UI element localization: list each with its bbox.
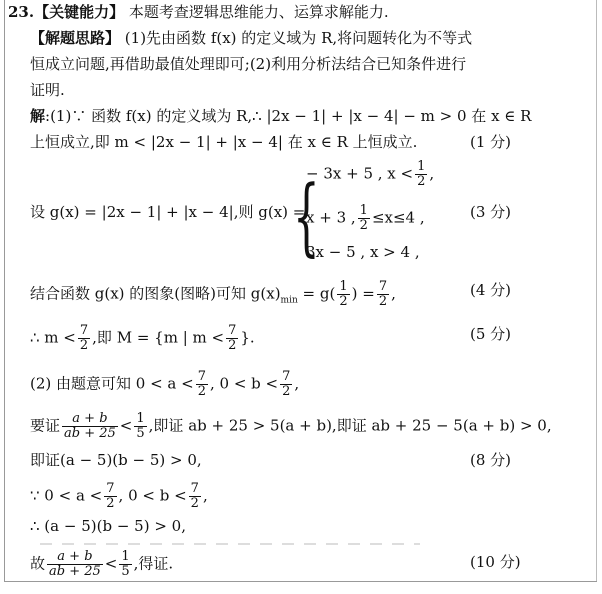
final-num: a + b xyxy=(47,550,103,565)
case-2-den: 2 xyxy=(359,218,368,233)
combine-eq: = g( xyxy=(302,284,336,303)
since-num: 7 xyxy=(106,481,115,496)
part2-num-2: 7 xyxy=(282,369,291,384)
m-num-2: 7 xyxy=(228,323,237,338)
case-2-tail: ≤x≤4 , xyxy=(371,208,425,227)
prove-line xyxy=(30,412,552,441)
case-3: 3x − 5 , x > 4 , xyxy=(306,243,420,261)
final-tail: ,得证. xyxy=(133,554,174,573)
frame-right-border xyxy=(596,0,597,582)
therefore-line: ∴ (a − 5)(b − 5) > 0, xyxy=(30,517,186,535)
since-num-2: 7 xyxy=(190,481,199,496)
approach-tag: 【解题思路】 xyxy=(30,29,121,47)
combine-text: 结合函数 g(x) 的图象(图略)可知 g(x) xyxy=(30,284,281,303)
case-2-fraction xyxy=(358,204,370,233)
case-2-expr: x + 3 , xyxy=(306,208,356,227)
combine-fraction-1 xyxy=(337,280,349,309)
m-set: ,即 M = {m | m < xyxy=(92,328,225,347)
m-text: ∴ m < xyxy=(30,328,76,347)
score-5: (5 分) xyxy=(470,325,512,343)
solution-label: 解 xyxy=(30,107,46,125)
prove-den: ab + 25 xyxy=(64,426,116,441)
part2-fraction-1 xyxy=(196,370,208,399)
m-fraction-1 xyxy=(78,324,90,353)
prove-fraction-2 xyxy=(134,412,146,441)
part2-fraction-2 xyxy=(280,370,292,399)
prove-num: a + b xyxy=(62,412,118,427)
m-line xyxy=(30,324,255,353)
combine-line xyxy=(30,280,396,311)
approach-line-3: 证明. xyxy=(30,81,65,99)
final-den-2: 5 xyxy=(121,564,130,579)
final-num-2: 1 xyxy=(121,549,130,564)
approach-line-1 xyxy=(30,28,472,48)
piecewise-brace: { xyxy=(293,167,320,265)
part2-tail: , xyxy=(294,374,300,393)
prove-text: 要证 xyxy=(30,416,61,435)
part2-den: 2 xyxy=(197,384,206,399)
solution-line-2: 上恒成立,即 m < |2x − 1| + |x − 4| 在 x ∈ R 上恒成立. xyxy=(30,133,418,151)
case-2 xyxy=(306,204,425,233)
prove-lt: < xyxy=(119,416,133,435)
combine-tail: , xyxy=(391,284,396,303)
part2-text: (2) 由题意可知 0 < a < xyxy=(30,374,194,393)
combine-f1-num: 1 xyxy=(339,279,348,294)
part2-num: 7 xyxy=(197,369,206,384)
approach-text-1: (1)先由函数 f(x) 的定义域为 R,将问题转化为不等式 xyxy=(124,29,473,47)
case-1 xyxy=(306,160,434,189)
case-1-fraction xyxy=(415,160,427,189)
approach-line-2: 恒成立问题,再借助最值处理即可;(2)利用分析法结合已知条件进行 xyxy=(30,55,467,73)
since-line xyxy=(30,482,208,511)
since-tail: , xyxy=(202,486,208,505)
prove-fraction-1 xyxy=(62,412,118,441)
question-number: 23. xyxy=(8,3,35,21)
frame-left-border xyxy=(4,0,5,582)
since-den: 2 xyxy=(106,496,115,511)
combine-f2-den: 2 xyxy=(378,294,388,309)
case-1-expr: − 3x + 5 , x < xyxy=(306,164,414,183)
m-num: 7 xyxy=(79,323,89,338)
key-ability-text: 本题考查逻辑思维能力、运算求解能力. xyxy=(128,3,389,21)
solution-line-1 xyxy=(30,106,531,126)
final-den: ab + 25 xyxy=(49,564,101,579)
final-text: 故 xyxy=(30,554,46,573)
combine-f1-den: 2 xyxy=(339,294,348,309)
part2-den-2: 2 xyxy=(282,384,291,399)
since-text: ∵ 0 < a < xyxy=(30,486,103,505)
score-10: (10 分) xyxy=(470,553,521,571)
score-4: (4 分) xyxy=(470,281,512,299)
since-den-2: 2 xyxy=(190,496,199,511)
final-fraction-2 xyxy=(119,550,131,579)
combine-sub: min xyxy=(280,295,298,306)
case-1-num: 1 xyxy=(417,159,426,174)
since-mid: , 0 < b < xyxy=(118,486,187,505)
prove-den-2: 5 xyxy=(136,426,145,441)
combine-fraction-2 xyxy=(377,280,389,309)
since-fraction-2 xyxy=(189,482,201,511)
case-1-tail: , xyxy=(429,164,435,183)
key-ability-tag: 【关键能力】 xyxy=(34,3,125,21)
prove-num-2: 1 xyxy=(136,411,145,426)
frame-bottom-border xyxy=(4,581,597,582)
prove-tail: ,即证 ab + 25 > 5(a + b),即证 ab + 25 − 5(a + b) > 0, xyxy=(148,416,552,435)
combine-f2-num: 7 xyxy=(378,279,388,294)
part2-mid: , 0 < b < xyxy=(210,374,279,393)
m-fraction-2 xyxy=(226,324,238,353)
final-fraction-1 xyxy=(47,550,103,579)
combine-eq-2: ) = xyxy=(351,284,375,303)
g-definition: 设 g(x) = |2x − 1| + |x − 4|,则 g(x) = xyxy=(30,203,306,221)
score-8: (8 分) xyxy=(470,451,512,469)
part2-line xyxy=(30,370,299,399)
scan-artifact xyxy=(40,543,420,545)
final-line xyxy=(30,550,173,579)
m-den: 2 xyxy=(79,338,89,353)
case-2-num: 1 xyxy=(359,203,368,218)
score-3: (3 分) xyxy=(470,203,512,221)
score-1: (1 分) xyxy=(470,133,512,151)
final-lt: < xyxy=(104,554,118,573)
m-tail: }. xyxy=(240,328,255,347)
equiv-line: 即证(a − 5)(b − 5) > 0, xyxy=(30,451,202,469)
since-fraction-1 xyxy=(104,482,116,511)
m-den-2: 2 xyxy=(228,338,237,353)
solution-text-1: :(1)∵ 函数 f(x) 的定义域为 R,∴ |2x − 1| + |x − 4| − m > 0 在 x ∈ R xyxy=(45,107,532,125)
case-1-den: 2 xyxy=(417,174,426,189)
question-header xyxy=(8,2,389,22)
